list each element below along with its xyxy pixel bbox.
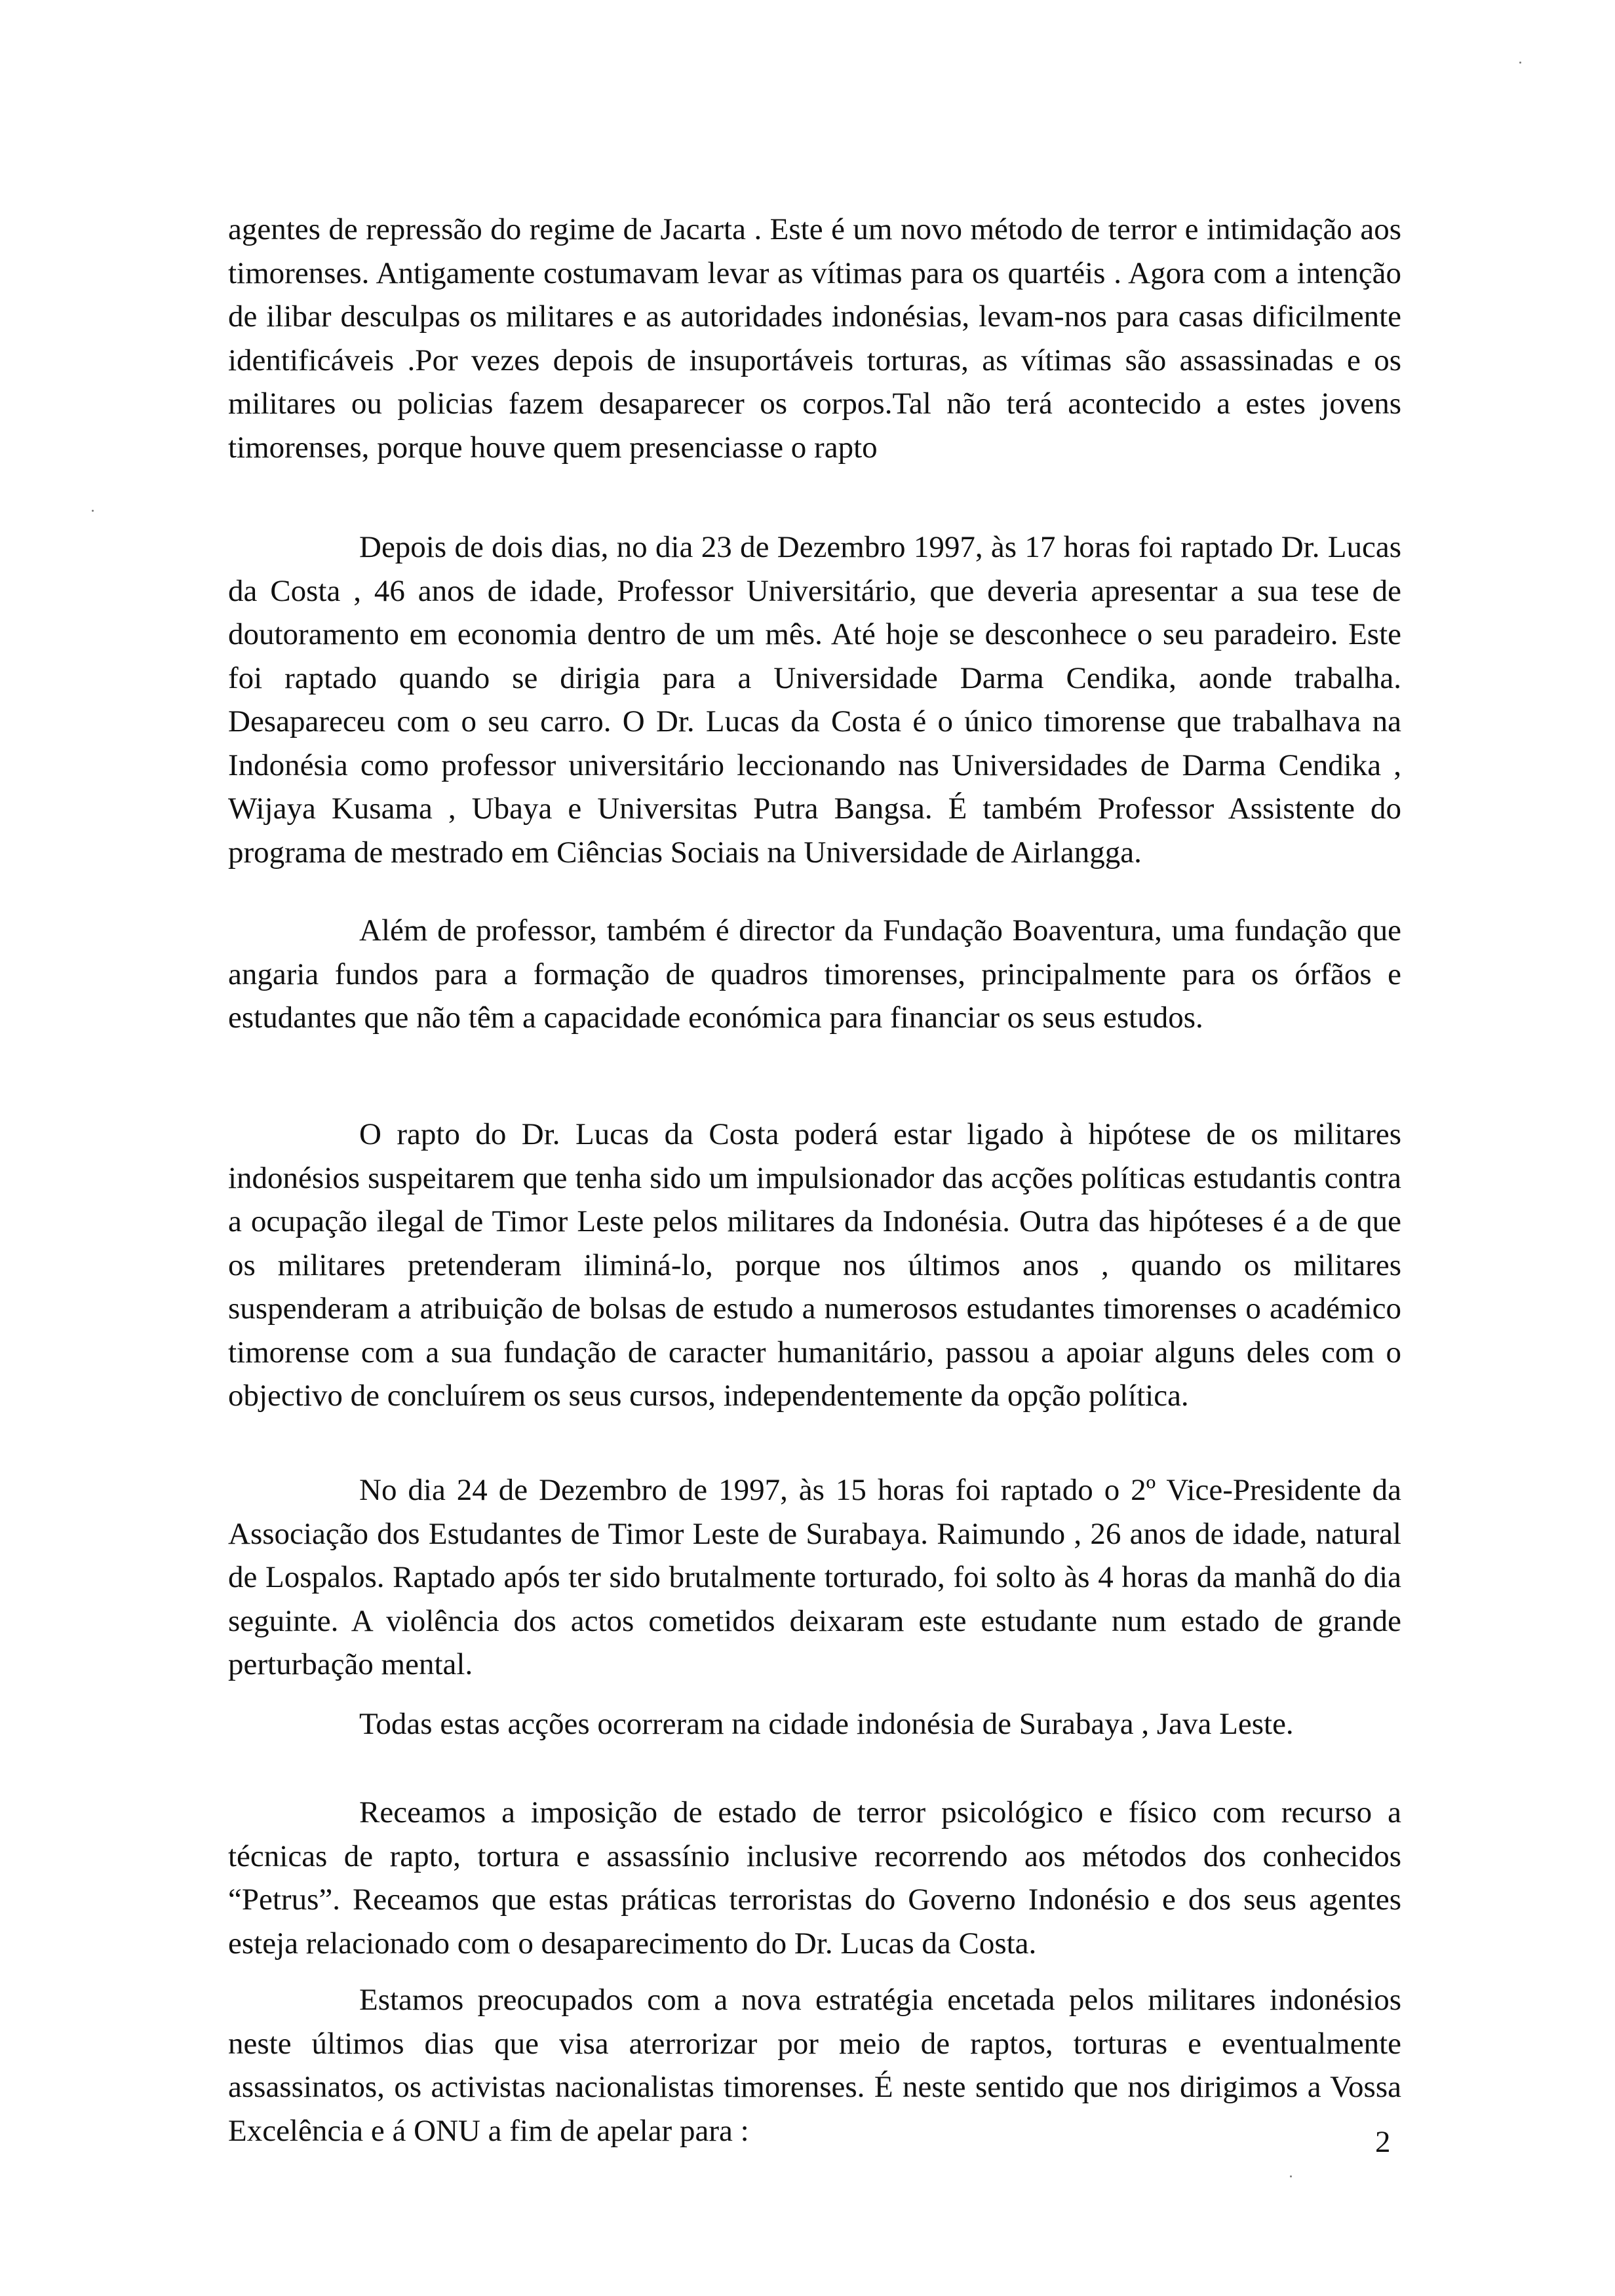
scan-speck — [1290, 2175, 1292, 2177]
paragraph-hypotheses: O rapto do Dr. Lucas da Costa poderá estar ligado à hipótese de os militares indonésios suspeitarem que tenha sido um impulsionador das acções políticas estudantis contra a ocupação ilegal de Timor Leste pelos militares da Indonésia. Outra das hipóteses é a de que os militares pretenderam iliminá-lo, porque nos últimos anos , quando os militares suspenderam a atribuição de bolsas de estudo a numerosos estudantes timorenses o académico timorense com a sua fundação de caracter humanitário, passou a apoiar alguns deles com o objectivo de concluírem os seus cursos, independentemente da opção política. — [228, 1117, 1401, 1413]
scan-speck — [92, 510, 94, 512]
paragraph-terror-concern: Receamos a imposição de estado de terror psicológico e físico com recurso a técnicas de rapto, tortura e assassínio inclusive recorrendo aos métodos dos conhecidos “Petrus”. Receamos que estas práticas terroristas do Governo Indonésio e dos seus agentes esteja relacionado com o desaparecimento do Dr. Lucas da Costa. — [228, 1795, 1401, 1961]
scan-speck — [1519, 62, 1521, 64]
paragraph-fundacao-boaventura: Além de professor, também é director da Fundação Boaventura, uma fundação que angaria fundos para a formação de quadros timorenses, principalmente para os órfãos e estudantes que não têm a capacidade económica para financiar os seus estudos. — [228, 913, 1401, 1035]
page-number: 2 — [1375, 2125, 1391, 2159]
paragraph-surabaya: Todas estas acções ocorreram na cidade indonésia de Surabaya , Java Leste. — [359, 1707, 1294, 1741]
paragraph-abduction-lucas-da-costa: Depois de dois dias, no dia 23 de Dezembro 1997, às 17 horas foi raptado Dr. Lucas da Costa , 46 anos de idade, Professor Universitário, que deveria apresentar a sua tese de doutoramento em economia dentro de um mês. Até hoje se desconhece o seu paradeiro. Este foi raptado quando se dirigia para a Universidade Darma Cendika, aonde trabalha. Desapareceu com o seu carro. O Dr. Lucas da Costa é o único timorense que trabalhava na Indonésia como professor universitário leccionando nas Universidades de Darma Cendika , Wijaya Kusama , Ubaya e Universitas Putra Bangsa. É também Professor Assistente do programa de mestrado em Ciências Sociais na Universidade de Airlangga. — [228, 530, 1401, 870]
paragraph-abduction-raimundo: No dia 24 de Dezembro de 1997, às 15 horas foi raptado o 2º Vice-Presidente da Associação dos Estudantes de Timor Leste de Surabaya. Raimundo , 26 anos de idade, natural de Lospalos. Raptado após ter sido brutalmente torturado, foi solto às 4 horas da manhã do dia seguinte. A violência dos actos cometidos deixaram este estudante num estado de grande perturbação mental. — [228, 1473, 1401, 1681]
paragraph-continuation: agentes de repressão do regime de Jacarta . Este é um novo método de terror e intimidação aos timorenses. Antigamente costumavam levar as vítimas para os quartéis . Agora com a intenção de ilibar desculpas os militares e as autoridades indonésias, levam-nos para casas dificilmente identificáveis .Por vezes depois de insuportáveis torturas, as vítimas são assassinadas e os militares ou policias fazem desaparecer os corpos.Tal não terá acontecido a estes jovens timorenses, porque houve quem presenciasse o rapto — [228, 212, 1401, 465]
paragraph-appeal: Estamos preocupados com a nova estratégia encetada pelos militares indonésios neste últimos dias que visa aterrorizar por meio de raptos, torturas e eventualmente assassinatos, os activistas nacionalistas timorenses. É neste sentido que nos dirigimos a Vossa Excelência e á ONU a fim de apelar para : — [228, 1983, 1401, 2148]
